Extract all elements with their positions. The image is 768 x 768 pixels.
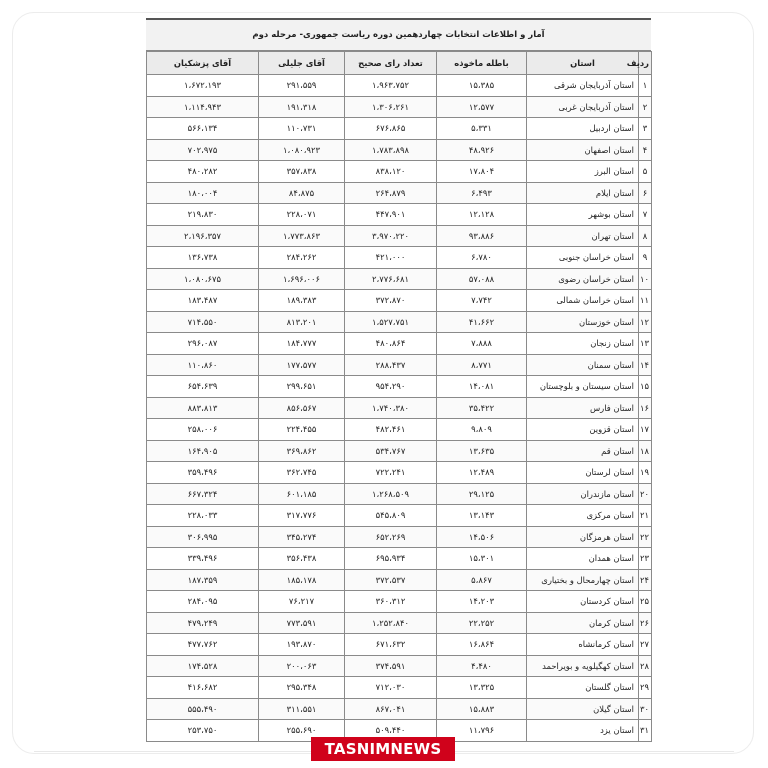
- cell-no: ۳۰: [639, 698, 652, 720]
- tasnim-logo: TASNIMNEWS: [311, 737, 455, 761]
- cell-valid-votes: ۳۶۰،۳۱۲: [345, 591, 437, 613]
- cell-valid-votes: ۴۴۷،۹۰۱: [345, 204, 437, 226]
- header-row: [147, 52, 652, 75]
- header-valid-votes: تعداد رای صحیح: [345, 52, 437, 75]
- cell-jalili: ۳۱۷،۷۷۶: [259, 505, 345, 527]
- cell-jalili: ۳۶۹،۸۶۲: [259, 440, 345, 462]
- cell-valid-votes: ۵۳۴،۷۶۷: [345, 440, 437, 462]
- cell-province: استان سیستان و بلوچستان: [527, 376, 639, 398]
- cell-eligible: ۶،۷۸۰: [437, 247, 527, 269]
- cell-eligible: ۱۵،۳۰۱: [437, 548, 527, 570]
- header-eligible: باطله ماخوذه: [437, 52, 527, 75]
- table-row: [147, 161, 652, 183]
- cell-pezeshkian: ۱،۰۸۰،۶۷۵: [147, 268, 259, 290]
- table-row: [147, 655, 652, 677]
- cell-province: استان قزوین: [527, 419, 639, 441]
- table-row: [147, 311, 652, 333]
- cell-valid-votes: ۱،۲۵۲،۸۴۰: [345, 612, 437, 634]
- cell-eligible: ۱۷،۸۰۴: [437, 161, 527, 183]
- cell-no: ۸: [639, 225, 652, 247]
- cell-no: ۲۲: [639, 526, 652, 548]
- cell-province: استان آذربایجان غربی: [527, 96, 639, 118]
- table-row: [147, 225, 652, 247]
- cell-eligible: ۱۶،۸۶۴: [437, 634, 527, 656]
- cell-no: ۵: [639, 161, 652, 183]
- cell-pezeshkian: ۲،۱۹۶،۳۵۷: [147, 225, 259, 247]
- cell-eligible: ۴۱،۶۶۲: [437, 311, 527, 333]
- cell-valid-votes: ۸۶۷،۰۴۱: [345, 698, 437, 720]
- table-row: [147, 376, 652, 398]
- cell-jalili: ۱۹۳،۸۷۰: [259, 634, 345, 656]
- cell-eligible: ۱۱،۷۹۶: [437, 720, 527, 742]
- cell-province: استان خوزستان: [527, 311, 639, 333]
- cell-eligible: ۱۳،۱۴۳: [437, 505, 527, 527]
- cell-no: ۱۸: [639, 440, 652, 462]
- cell-pezeshkian: ۲۵۳،۷۵۰: [147, 720, 259, 742]
- cell-jalili: ۱۷۷،۵۷۷: [259, 354, 345, 376]
- cell-pezeshkian: ۳۵۹،۴۹۶: [147, 462, 259, 484]
- cell-jalili: ۳۶۲،۷۴۵: [259, 462, 345, 484]
- cell-eligible: ۵،۸۶۷: [437, 569, 527, 591]
- cell-province: استان لرستان: [527, 462, 639, 484]
- cell-pezeshkian: ۲۵۸،۰۰۶: [147, 419, 259, 441]
- cell-valid-votes: ۷۱۲،۰۳۰: [345, 677, 437, 699]
- cell-no: ۴: [639, 139, 652, 161]
- table-row: [147, 290, 652, 312]
- table-body: [147, 75, 652, 742]
- cell-no: ۱۹: [639, 462, 652, 484]
- header-province: استان: [527, 52, 639, 75]
- table-row: [147, 268, 652, 290]
- cell-province: استان بوشهر: [527, 204, 639, 226]
- cell-valid-votes: ۷۲۲،۲۴۱: [345, 462, 437, 484]
- cell-eligible: ۴،۴۸۰: [437, 655, 527, 677]
- cell-pezeshkian: ۴۷۹،۲۴۹: [147, 612, 259, 634]
- cell-pezeshkian: ۲۹۶،۰۸۷: [147, 333, 259, 355]
- cell-valid-votes: ۶۷۱،۶۳۲: [345, 634, 437, 656]
- cell-pezeshkian: ۵۶۶،۱۳۴: [147, 118, 259, 140]
- cell-valid-votes: ۵۰۹،۴۴۰: [345, 720, 437, 742]
- cell-province: استان خراسان شمالی: [527, 290, 639, 312]
- cell-jalili: ۳۵۷،۸۳۸: [259, 161, 345, 183]
- table-row: [147, 677, 652, 699]
- table-row: [147, 139, 652, 161]
- cell-valid-votes: ۲۸۸،۴۳۷: [345, 354, 437, 376]
- cell-jalili: ۲۹۹،۶۵۱: [259, 376, 345, 398]
- cell-pezeshkian: ۲۸۴،۰۹۵: [147, 591, 259, 613]
- cell-no: ۱۴: [639, 354, 652, 376]
- cell-pezeshkian: ۱۷۴،۵۲۸: [147, 655, 259, 677]
- cell-valid-votes: ۲،۷۷۶،۶۸۱: [345, 268, 437, 290]
- cell-valid-votes: ۳،۹۷۰،۲۲۰: [345, 225, 437, 247]
- cell-jalili: ۲۲۴،۴۵۵: [259, 419, 345, 441]
- table-row: [147, 569, 652, 591]
- cell-jalili: ۸۱۳،۲۰۱: [259, 311, 345, 333]
- cell-valid-votes: ۱،۷۴۰،۳۸۰: [345, 397, 437, 419]
- cell-jalili: ۲۵۵،۶۹۰: [259, 720, 345, 742]
- cell-eligible: ۱۴،۵۰۶: [437, 526, 527, 548]
- cell-province: استان کردستان: [527, 591, 639, 613]
- cell-eligible: ۵،۳۳۱: [437, 118, 527, 140]
- cell-valid-votes: ۵۴۵،۸۰۹: [345, 505, 437, 527]
- cell-no: ۲۶: [639, 612, 652, 634]
- results-table: [146, 51, 652, 742]
- cell-province: استان فارس: [527, 397, 639, 419]
- cell-no: ۱۲: [639, 311, 652, 333]
- cell-province: استان همدان: [527, 548, 639, 570]
- table-row: [147, 526, 652, 548]
- cell-no: ۷: [639, 204, 652, 226]
- table-row: [147, 612, 652, 634]
- cell-pezeshkian: ۴۸۰،۲۸۲: [147, 161, 259, 183]
- cell-eligible: ۲۹،۱۲۵: [437, 483, 527, 505]
- cell-province: استان اردبیل: [527, 118, 639, 140]
- cell-province: استان مرکزی: [527, 505, 639, 527]
- cell-province: استان کرمانشاه: [527, 634, 639, 656]
- cell-pezeshkian: ۱۸۳،۴۸۷: [147, 290, 259, 312]
- cell-no: ۱: [639, 75, 652, 97]
- cell-valid-votes: ۴۲۱،۰۰۰: [345, 247, 437, 269]
- cell-pezeshkian: ۱۸۰،۰۰۴: [147, 182, 259, 204]
- cell-no: ۲۷: [639, 634, 652, 656]
- cell-province: استان چهارمحال و بختیاری: [527, 569, 639, 591]
- table-row: [147, 75, 652, 97]
- cell-no: ۳: [639, 118, 652, 140]
- cell-no: ۲۵: [639, 591, 652, 613]
- cell-jalili: ۸۵۶،۵۶۷: [259, 397, 345, 419]
- cell-no: ۲۸: [639, 655, 652, 677]
- cell-jalili: ۱۸۹،۳۸۳: [259, 290, 345, 312]
- cell-pezeshkian: ۱۱۰،۸۶۰: [147, 354, 259, 376]
- cell-eligible: ۱۲،۴۸۹: [437, 462, 527, 484]
- table-row: [147, 591, 652, 613]
- table-row: [147, 505, 652, 527]
- cell-jalili: ۱۹۱،۳۱۸: [259, 96, 345, 118]
- cell-jalili: ۳۴۵،۲۷۴: [259, 526, 345, 548]
- cell-no: ۲۴: [639, 569, 652, 591]
- cell-no: ۳۱: [639, 720, 652, 742]
- cell-eligible: ۷،۷۴۲: [437, 290, 527, 312]
- cell-eligible: ۱۵،۸۸۳: [437, 698, 527, 720]
- cell-eligible: ۱۲،۵۷۷: [437, 96, 527, 118]
- cell-no: ۱۱: [639, 290, 652, 312]
- header-jalili: آقای جلیلی: [259, 52, 345, 75]
- cell-pezeshkian: ۴۷۷،۷۶۲: [147, 634, 259, 656]
- cell-pezeshkian: ۱۸۷،۳۵۹: [147, 569, 259, 591]
- cell-province: استان هرمزگان: [527, 526, 639, 548]
- cell-eligible: ۱۵،۳۸۵: [437, 75, 527, 97]
- cell-province: استان کهگیلویه و بویراحمد: [527, 655, 639, 677]
- cell-jalili: ۱۸۵،۱۷۸: [259, 569, 345, 591]
- cell-eligible: ۵۷،۰۸۸: [437, 268, 527, 290]
- cell-no: ۱۷: [639, 419, 652, 441]
- cell-jalili: ۲۹۵،۳۴۸: [259, 677, 345, 699]
- cell-pezeshkian: ۱،۶۷۲،۱۹۳: [147, 75, 259, 97]
- cell-pezeshkian: ۵۵۵،۴۹۰: [147, 698, 259, 720]
- cell-no: ۹: [639, 247, 652, 269]
- cell-province: استان آذربایجان شرقی: [527, 75, 639, 97]
- table-row: [147, 118, 652, 140]
- cell-no: ۲۹: [639, 677, 652, 699]
- table-row: [147, 419, 652, 441]
- cell-eligible: ۱۴،۲۰۳: [437, 591, 527, 613]
- cell-eligible: ۹۳،۸۸۶: [437, 225, 527, 247]
- cell-jalili: ۱۸۴،۷۷۷: [259, 333, 345, 355]
- table-row: [147, 182, 652, 204]
- table-row: [147, 354, 652, 376]
- cell-eligible: ۲۲،۲۵۲: [437, 612, 527, 634]
- cell-no: ۲: [639, 96, 652, 118]
- cell-valid-votes: ۱،۷۸۳،۸۹۸: [345, 139, 437, 161]
- cell-valid-votes: ۲۶۴،۸۷۹: [345, 182, 437, 204]
- cell-pezeshkian: ۷۱۴،۵۵۰: [147, 311, 259, 333]
- cell-valid-votes: ۶۹۵،۹۳۴: [345, 548, 437, 570]
- cell-eligible: ۸،۷۷۱: [437, 354, 527, 376]
- cell-province: استان مازندران: [527, 483, 639, 505]
- table-row: [147, 440, 652, 462]
- cell-jalili: ۲۹۱،۵۵۹: [259, 75, 345, 97]
- cell-province: استان سمنان: [527, 354, 639, 376]
- cell-valid-votes: ۶۵۲،۲۶۹: [345, 526, 437, 548]
- cell-valid-votes: ۴۸۰،۸۶۴: [345, 333, 437, 355]
- cell-pezeshkian: ۷۰۲،۹۷۵: [147, 139, 259, 161]
- cell-valid-votes: ۹۵۴،۲۹۰: [345, 376, 437, 398]
- cell-pezeshkian: ۱،۱۱۴،۹۴۳: [147, 96, 259, 118]
- cell-jalili: ۲۰۰،۰۶۳: [259, 655, 345, 677]
- cell-valid-votes: ۳۷۴،۵۹۱: [345, 655, 437, 677]
- cell-province: استان یزد: [527, 720, 639, 742]
- table-row: [147, 462, 652, 484]
- cell-jalili: ۱،۷۷۳،۸۶۳: [259, 225, 345, 247]
- cell-eligible: ۳۵،۴۲۲: [437, 397, 527, 419]
- cell-pezeshkian: ۳۰۶،۹۹۵: [147, 526, 259, 548]
- cell-no: ۱۶: [639, 397, 652, 419]
- cell-province: استان قم: [527, 440, 639, 462]
- cell-pezeshkian: ۱۳۶،۷۳۸: [147, 247, 259, 269]
- table-row: [147, 96, 652, 118]
- results-card: [146, 16, 651, 742]
- cell-no: ۲۳: [639, 548, 652, 570]
- cell-valid-votes: ۱،۳۰۶،۲۶۱: [345, 96, 437, 118]
- cell-valid-votes: ۱،۲۶۸،۵۰۹: [345, 483, 437, 505]
- cell-valid-votes: ۳۷۲،۸۷۰: [345, 290, 437, 312]
- cell-no: ۶: [639, 182, 652, 204]
- cell-eligible: ۱۴،۰۸۱: [437, 376, 527, 398]
- cell-province: استان خراسان جنوبی: [527, 247, 639, 269]
- table-row: [147, 397, 652, 419]
- cell-pezeshkian: ۶۶۷،۳۲۴: [147, 483, 259, 505]
- cell-eligible: ۹،۸۰۹: [437, 419, 527, 441]
- cell-province: استان خراسان رضوی: [527, 268, 639, 290]
- cell-jalili: ۲۸۴،۲۶۲: [259, 247, 345, 269]
- cell-pezeshkian: ۳۳۹،۴۹۶: [147, 548, 259, 570]
- cell-jalili: ۳۵۶،۴۳۸: [259, 548, 345, 570]
- cell-pezeshkian: ۶۵۴،۶۳۹: [147, 376, 259, 398]
- table-header: [147, 52, 652, 75]
- cell-jalili: ۶۰۱،۱۸۵: [259, 483, 345, 505]
- cell-eligible: ۱۲،۱۲۸: [437, 204, 527, 226]
- cell-eligible: ۱۳،۳۲۵: [437, 677, 527, 699]
- table-row: [147, 333, 652, 355]
- cell-valid-votes: ۸۳۸،۱۲۰: [345, 161, 437, 183]
- cell-province: استان کرمان: [527, 612, 639, 634]
- cell-no: ۲۰: [639, 483, 652, 505]
- cell-pezeshkian: ۲۱۹،۸۳۰: [147, 204, 259, 226]
- table-row: [147, 548, 652, 570]
- cell-valid-votes: ۱،۹۶۳،۷۵۲: [345, 75, 437, 97]
- header-pezeshkian: آقای پزشکیان: [147, 52, 259, 75]
- cell-eligible: ۶،۴۹۳: [437, 182, 527, 204]
- cell-pezeshkian: ۱۶۴،۹۰۵: [147, 440, 259, 462]
- cell-jalili: ۱،۶۹۶،۰۰۶: [259, 268, 345, 290]
- cell-province: استان ایلام: [527, 182, 639, 204]
- cell-pezeshkian: ۴۱۶،۶۸۲: [147, 677, 259, 699]
- cell-jalili: ۳۱۱،۵۵۱: [259, 698, 345, 720]
- cell-province: استان زنجان: [527, 333, 639, 355]
- table-row: [147, 204, 652, 226]
- cell-jalili: ۷۶،۲۱۷: [259, 591, 345, 613]
- cell-jalili: ۱،۰۸۰،۹۲۳: [259, 139, 345, 161]
- cell-no: ۱۰: [639, 268, 652, 290]
- table-title: آمار و اطلاعات انتخابات چهاردهمین دوره ریاست جمهوری- مرحله دوم: [146, 18, 651, 51]
- cell-eligible: ۴۸،۹۲۶: [437, 139, 527, 161]
- cell-province: استان گلستان: [527, 677, 639, 699]
- cell-valid-votes: ۴۸۲،۴۶۱: [345, 419, 437, 441]
- header-no: ردیف: [639, 52, 652, 75]
- table-row: [147, 698, 652, 720]
- cell-province: استان تهران: [527, 225, 639, 247]
- cell-valid-votes: ۶۷۶،۸۶۵: [345, 118, 437, 140]
- cell-pezeshkian: ۸۸۳،۸۱۳: [147, 397, 259, 419]
- cell-valid-votes: ۱،۵۲۷،۷۵۱: [345, 311, 437, 333]
- cell-eligible: ۷،۸۸۸: [437, 333, 527, 355]
- cell-province: استان اصفهان: [527, 139, 639, 161]
- cell-no: ۱۵: [639, 376, 652, 398]
- table-row: [147, 247, 652, 269]
- cell-province: استان البرز: [527, 161, 639, 183]
- cell-province: استان گیلان: [527, 698, 639, 720]
- cell-no: ۱۳: [639, 333, 652, 355]
- cell-jalili: ۷۷۳،۵۹۱: [259, 612, 345, 634]
- cell-jalili: ۱۱۰،۷۳۱: [259, 118, 345, 140]
- cell-no: ۲۱: [639, 505, 652, 527]
- cell-valid-votes: ۳۷۲،۵۳۷: [345, 569, 437, 591]
- cell-jalili: ۸۴،۸۷۵: [259, 182, 345, 204]
- table-row: [147, 634, 652, 656]
- cell-eligible: ۱۳،۶۳۵: [437, 440, 527, 462]
- cell-jalili: ۲۲۸،۰۷۱: [259, 204, 345, 226]
- table-row: [147, 483, 652, 505]
- cell-pezeshkian: ۲۲۸،۰۳۳: [147, 505, 259, 527]
